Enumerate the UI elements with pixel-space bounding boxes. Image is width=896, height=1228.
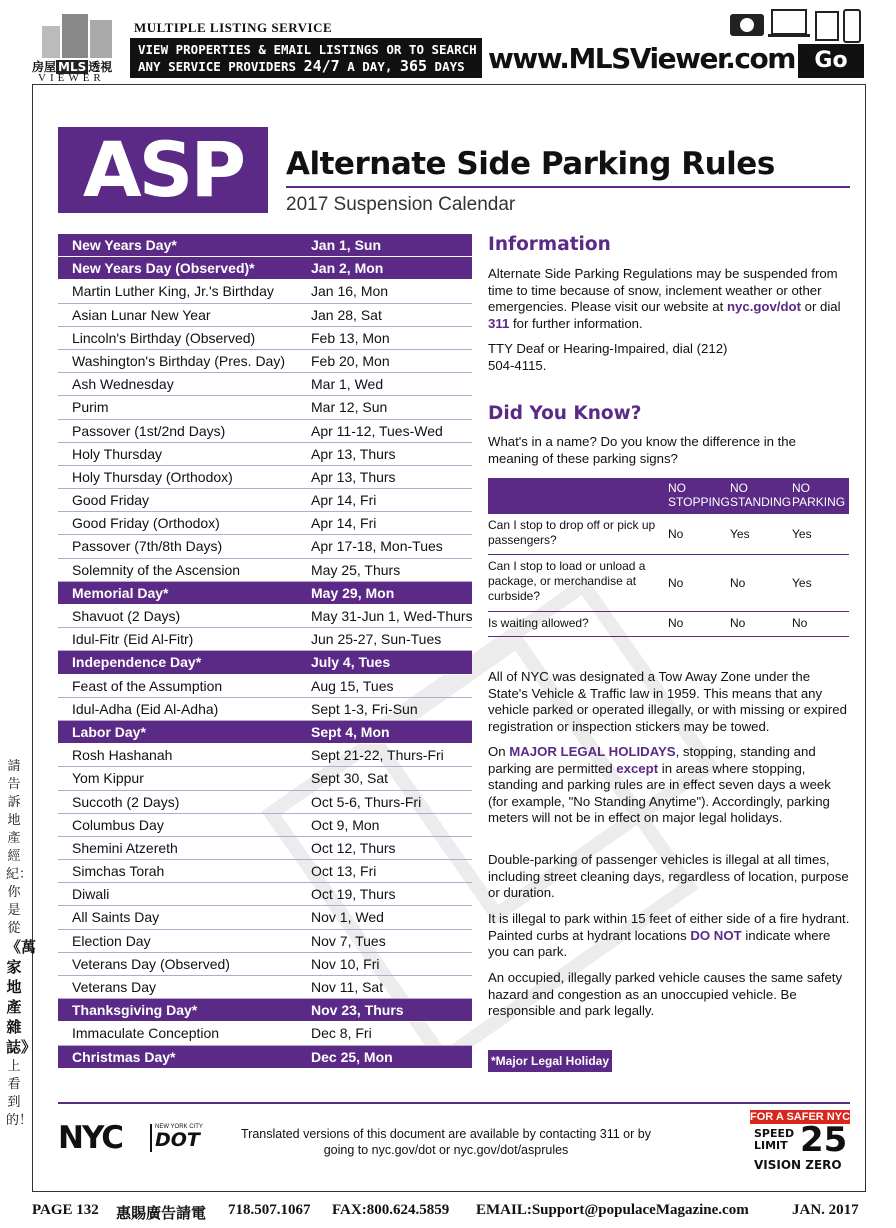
holiday-date: May 25, Thurs xyxy=(311,561,401,578)
holiday-name: Succoth (2 Days) xyxy=(72,793,180,810)
holiday-name: Washington's Birthday (Pres. Day) xyxy=(72,352,286,369)
holiday-name: Simchas Torah xyxy=(72,863,165,880)
holiday-name: Purim xyxy=(72,399,109,416)
footer-phone[interactable]: 718.507.1067 xyxy=(228,1202,311,1218)
dot-logo: NEW YORK CITY DOT xyxy=(150,1124,200,1152)
logo-text: 房屋 MLS 透視 xyxy=(32,60,113,74)
page-subtitle: 2017 Suspension Calendar xyxy=(286,194,516,215)
holiday-date: Apr 17-18, Mon-Tues xyxy=(311,538,443,555)
holiday-date: Sept 21-22, Thurs-Fri xyxy=(311,747,444,764)
table-row xyxy=(58,628,472,651)
table-row xyxy=(58,582,472,605)
holiday-date: Nov 7, Tues xyxy=(311,932,386,949)
holiday-name: Veterans Day xyxy=(72,979,157,995)
holiday-date: Dec 8, Fri xyxy=(311,1025,372,1042)
promo-line-2: ANY SERVICE PROVIDERS 24/7 A DAY, 365 DAYS xyxy=(138,57,465,75)
mls-viewer-logo[interactable] xyxy=(30,8,122,84)
holiday-name: Passover (7th/8th Days) xyxy=(72,538,223,555)
table-row xyxy=(58,930,472,953)
holiday-name: New Years Day (Observed)* xyxy=(72,260,255,277)
holiday-name: Good Friday xyxy=(72,492,150,509)
holiday-name: Passover (1st/2nd Days) xyxy=(72,422,226,439)
table-row xyxy=(58,953,472,976)
holiday-date: May 31-Jun 1, Wed-Thurs xyxy=(311,608,473,624)
did-you-know-heading: Did You Know? xyxy=(488,403,642,424)
table-row xyxy=(58,1046,472,1069)
holiday-date: Apr 14, Fri xyxy=(311,492,377,509)
occupied-paragraph: An occupied, illegally parked vehicle causes the same safety hazard and congestion as an unoccupied vehicle. Be responsible and park legally. xyxy=(488,970,843,1018)
holiday-date: July 4, Tues xyxy=(311,654,391,671)
table-row xyxy=(58,535,472,558)
table-row xyxy=(58,396,472,419)
holiday-name: Shemini Atzereth xyxy=(72,839,178,856)
answer-cell: Yes xyxy=(792,527,812,541)
answer-cell: Yes xyxy=(792,576,812,590)
table-row xyxy=(58,767,472,790)
table-row xyxy=(488,612,849,637)
vision-zero-logo: FOR A SAFER NYC SPEED LIMIT 25 VISION ZERO xyxy=(750,1111,851,1172)
table-row xyxy=(58,837,472,860)
holiday-name: Holy Thursday xyxy=(72,445,163,462)
question-cell: Is waiting allowed? xyxy=(488,616,589,630)
holiday-date: May 29, Mon xyxy=(311,584,395,601)
holiday-name: All Saints Day xyxy=(72,909,160,926)
holiday-date: Nov 23, Thurs xyxy=(311,1002,404,1019)
holiday-name: Solemnity of the Ascension xyxy=(72,561,241,578)
promo-strip xyxy=(130,38,482,78)
page-number: PAGE 132 xyxy=(32,1202,99,1218)
building-icon xyxy=(90,20,112,58)
service-title: MULTIPLE LISTING SERVICE xyxy=(134,20,333,35)
holiday-name: Rosh Hashanah xyxy=(72,747,173,764)
holiday-date: Apr 11-12, Tues-Wed xyxy=(311,422,443,439)
answer-cell: No xyxy=(792,616,808,630)
table-row xyxy=(58,605,472,628)
top-banner xyxy=(0,0,896,84)
website-url[interactable]: www.MLSViewer.com xyxy=(488,42,795,75)
asp-logo: ASP xyxy=(58,127,268,213)
holiday-name: Martin Luther King, Jr.'s Birthday xyxy=(72,283,274,300)
holiday-name: Lincoln's Birthday (Observed) xyxy=(72,329,256,346)
answer-cell: No xyxy=(730,616,746,630)
holiday-date: Oct 13, Fri xyxy=(311,863,377,880)
holiday-name: Idul-Fitr (Eid Al-Fitr) xyxy=(72,631,194,648)
table-row xyxy=(58,791,472,814)
holiday-name: Labor Day* xyxy=(72,723,146,740)
footer-date: JAN. 2017 xyxy=(792,1202,859,1218)
column-header: NO PARKING xyxy=(792,481,846,509)
table-row xyxy=(58,443,472,466)
holiday-name: Veterans Day (Observed) xyxy=(72,955,230,972)
holiday-date: Mar 12, Sun xyxy=(311,399,388,416)
holiday-date: Feb 20, Mon xyxy=(311,352,390,369)
table-row xyxy=(58,883,472,906)
table-row xyxy=(58,257,472,280)
table-row xyxy=(488,555,849,612)
tty-paragraph: TTY Deaf or Hearing-Impaired, dial (212) 504-4115. xyxy=(488,341,728,373)
footer-fax: FAX:800.624.5859 xyxy=(332,1202,450,1218)
footer-email[interactable]: EMAIL:Support@populaceMagazine.com xyxy=(476,1202,749,1218)
holiday-date: Jun 25-27, Sun-Tues xyxy=(311,631,442,648)
table-row xyxy=(58,999,472,1022)
table-row xyxy=(58,906,472,929)
holiday-date: Jan 16, Mon xyxy=(311,283,389,300)
holiday-date: Nov 10, Fri xyxy=(311,955,380,972)
question-cell: Can I stop to load or unload a package, or merchandise at curbside? xyxy=(488,559,646,603)
building-icon xyxy=(62,14,88,58)
holiday-table xyxy=(58,234,472,1069)
holiday-name: Memorial Day* xyxy=(72,584,169,601)
holiday-name: Thanksgiving Day* xyxy=(72,1002,198,1019)
footer-cn: 惠賜廣告請電 xyxy=(116,1206,207,1222)
table-row xyxy=(58,698,472,721)
information-paragraph: Alternate Side Parking Regulations may be suspended from time to time because of snow, inclement weather or other emergencies. Please visit our website at nyc.gov/dot or dial 311 for further information. xyxy=(488,266,841,331)
holiday-name: Immaculate Conception xyxy=(72,1025,220,1042)
holiday-date: Nov 11, Sat xyxy=(311,979,384,995)
holiday-date: Oct 19, Thurs xyxy=(311,886,396,903)
page-title: Alternate Side Parking Rules xyxy=(286,146,775,182)
table-row xyxy=(58,651,472,674)
table-row xyxy=(58,489,472,512)
tow-away-paragraph: All of NYC was designated a Tow Away Zone under the State's Vehicle & Traffic law in 1959. This means that any vehicle parked or operated illegally, or with missing or expired registration or inspection stickers may be towed. xyxy=(488,669,847,734)
question-cell: Can I stop to drop off or pick up passengers? xyxy=(488,518,656,547)
nyc-dot-link[interactable]: nyc.gov/dot xyxy=(726,299,801,314)
holiday-name: Election Day xyxy=(72,932,151,949)
holiday-date: Feb 13, Mon xyxy=(311,329,390,346)
devices-icon xyxy=(728,6,868,46)
holiday-name: New Years Day* xyxy=(72,237,177,253)
holiday-name: Christmas Day* xyxy=(72,1048,176,1065)
column-header: NO STOPPING xyxy=(668,481,730,509)
vertical-chinese-text: 請告訴地產經紀：你是從《萬家地產雜誌》上看到的！ xyxy=(6,759,37,1128)
holiday-date: Jan 2, Mon xyxy=(311,260,384,277)
holiday-name: Asian Lunar New Year xyxy=(72,306,211,323)
table-row xyxy=(58,1022,472,1045)
holiday-date: Oct 9, Mon xyxy=(311,816,380,833)
table-row xyxy=(58,814,472,837)
promo-line-1: VIEW PROPERTIES & EMAIL LISTINGS OR TO SEARCH xyxy=(138,42,477,57)
holiday-date: Aug 15, Tues xyxy=(311,677,394,694)
holiday-date: Sept 30, Sat xyxy=(311,770,389,787)
table-row xyxy=(58,675,472,698)
table-row xyxy=(58,512,472,535)
did-you-know-intro: What's in a name? Do you know the difference in the meaning of these parking signs? xyxy=(488,434,796,466)
table-row xyxy=(58,420,472,443)
holiday-name: Diwali xyxy=(72,886,110,903)
table-row xyxy=(58,860,472,883)
table-row xyxy=(58,976,472,999)
holiday-name: Good Friday (Orthodox) xyxy=(72,515,220,532)
signs-table-header xyxy=(488,478,849,514)
table-row xyxy=(488,514,849,555)
double-parking-paragraph: Double-parking of passenger vehicles is illegal at all times, including street cleaning days, regardless of location, purpose or duration. xyxy=(488,852,849,900)
holiday-name: Feast of the Assumption xyxy=(72,677,223,694)
holiday-date: Oct 12, Thurs xyxy=(311,839,396,856)
holiday-date: Sept 4, Mon xyxy=(311,723,390,740)
table-row xyxy=(58,280,472,303)
holiday-date: Nov 1, Wed xyxy=(311,909,384,926)
answer-cell: Yes xyxy=(730,527,750,541)
table-row xyxy=(58,350,472,373)
holidays-paragraph: On MAJOR LEGAL HOLIDAYS, stopping, standing and parking are permitted except in areas where stopping, standing and parking rules are in effect seven days a week (for example, "No Standing Anytime"). Accordingly, parking meters will not be in effect on major legal holidays. xyxy=(488,744,831,825)
holiday-date: Apr 13, Thurs xyxy=(311,468,396,485)
answer-cell: No xyxy=(668,616,684,630)
answer-cell: No xyxy=(668,527,684,541)
nyc-logo: NYC xyxy=(58,1120,123,1156)
answer-cell: No xyxy=(730,576,746,590)
parking-signs-table xyxy=(488,478,849,637)
holiday-date: Mar 1, Wed xyxy=(311,376,384,393)
holiday-name: Independence Day* xyxy=(72,654,202,671)
holiday-name: Holy Thursday (Orthodox) xyxy=(72,468,233,485)
building-icon xyxy=(42,26,60,58)
holiday-name: Ash Wednesday xyxy=(72,376,174,393)
table-row xyxy=(58,234,472,257)
holiday-date: Dec 25, Mon xyxy=(311,1048,393,1065)
table-row xyxy=(58,744,472,767)
holiday-date: Sept 1-3, Fri-Sun xyxy=(311,700,418,717)
table-row xyxy=(58,373,472,396)
holiday-name: Idul-Adha (Eid Al-Adha) xyxy=(72,700,219,717)
table-row xyxy=(58,559,472,582)
hydrant-paragraph: It is illegal to park within 15 feet of either side of a fire hydrant. Painted curbs at hydrant locations DO NOT indicate where you can park. xyxy=(488,911,850,959)
logo-viewer-text: VIEWER xyxy=(38,72,105,84)
holiday-date: Oct 5-6, Thurs-Fri xyxy=(311,793,422,810)
holiday-name: Shavuot (2 Days) xyxy=(72,608,181,624)
holiday-date: Apr 14, Fri xyxy=(311,515,377,532)
information-heading: Information xyxy=(488,234,611,255)
major-holiday-legend: *Major Legal Holiday xyxy=(488,1050,612,1072)
holiday-date: Apr 13, Thurs xyxy=(311,445,396,462)
answer-cell: No xyxy=(668,576,684,590)
title-divider xyxy=(286,186,850,188)
holiday-name: Columbus Day xyxy=(72,816,164,833)
table-row xyxy=(58,466,472,489)
table-row xyxy=(58,304,472,327)
table-row xyxy=(58,327,472,350)
column-header: NO STANDING xyxy=(730,481,792,509)
translated-note: Translated versions of this document are available by contacting 311 or by going to nyc.gov/dot or nyc.gov/dot/asprules xyxy=(241,1127,651,1157)
holiday-date: Jan 28, Sat xyxy=(311,306,382,323)
holiday-date: Jan 1, Sun xyxy=(311,237,382,253)
bottom-divider xyxy=(58,1102,850,1104)
table-row xyxy=(58,721,472,744)
go-button[interactable]: Go xyxy=(798,44,864,78)
holiday-name: Yom Kippur xyxy=(72,770,144,787)
